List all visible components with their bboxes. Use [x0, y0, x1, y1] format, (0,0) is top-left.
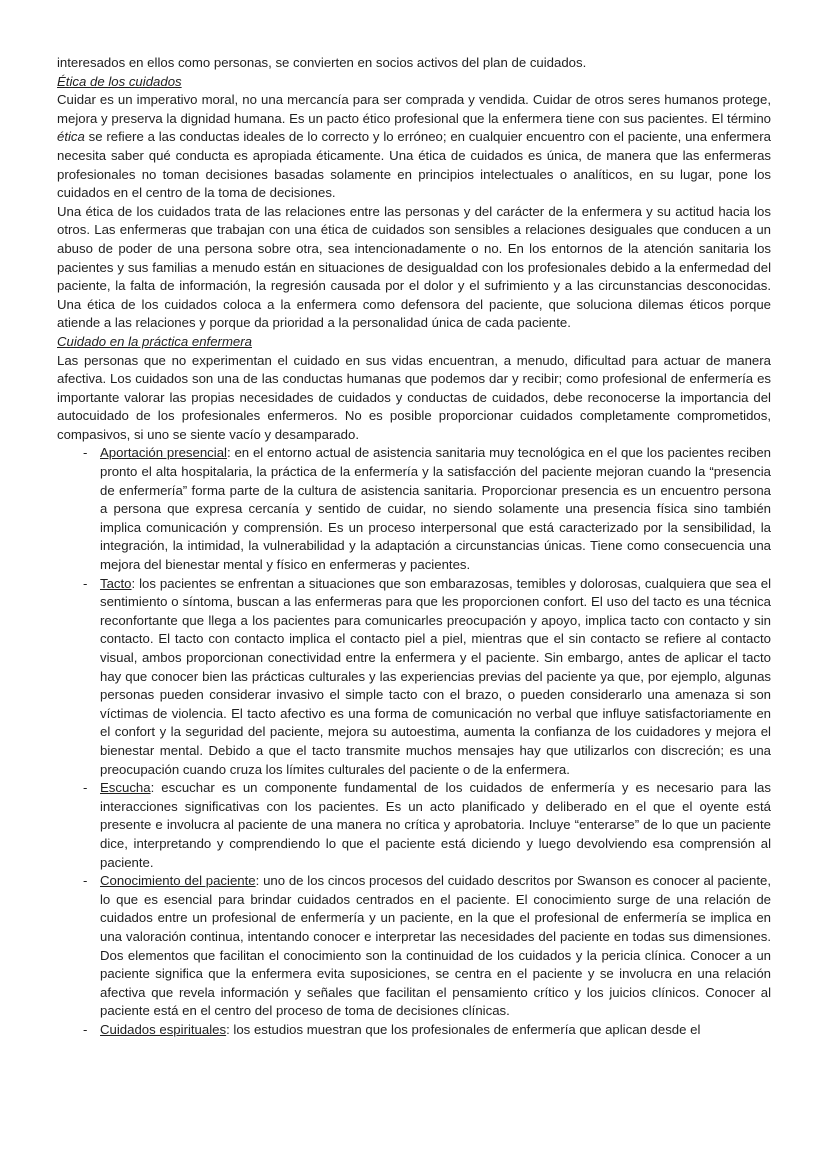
heading-etica-de-los-cuidados: Ética de los cuidados [57, 73, 182, 89]
paragraph-intro: interesados en ellos como personas, se convierten en socios activos del plan de cuidados. [57, 55, 587, 70]
list-item-text [100, 779, 771, 872]
list-item-tacto [57, 575, 771, 780]
list-item-text [100, 444, 771, 574]
list-body-escucha: : escuchar es un componente fundamental de los cuidados de enfermería y es necesario para las interacciones significativas con los pacientes. Es un acto planificado y deliberado en el que el oyente está presente e involucra al paciente de una manera no crítica y aprobatoria. Incluye “enterarse” de lo que un paciente dice, interpretando y comprendiendo lo que el paciente está diciendo y luego devolviendo esa comprensión al paciente. [100, 780, 771, 870]
list-item-cuidados-espirituales [57, 1021, 771, 1040]
bullet-dash: - [83, 445, 88, 461]
list-item-text [100, 575, 771, 780]
list-body-tacto: : los pacientes se enfrentan a situaciones que son embarazosas, temibles y dolorosas, cualquiera que sea el sentimiento o síntoma, buscan a las enfermeras para que les proporcionen confort. El uso del tacto es una técnica reconfortante que llega a los pacientes para comunicarles preocupación y apoyo, implica tacto con contacto y sin contacto. El tacto con contacto implica el contacto piel a piel, mientras que el sin contacto se refiere al contacto visual, ambos proporcionan conectividad entre la enfermera y el paciente. Sin embargo, antes de aplicar el tacto hay que conocer bien las prácticas culturales y las experiencias previas del paciente ya que, por ejemplo, algunas personas pueden considerar invasivo el simple tacto con el brazo, o pueden considerarlo una amenaza si son víctimas de violencia. El tacto afectivo es una forma de comunicación no verbal que influye satisfactoriamente en el confort y la seguridad del paciente, mejora su autoestima, aumenta la confianza de los cuidadores y mejora el bienestar mental. Debido a que el tacto transmite muchos mensajes hay que utilizarlos con discreción; es una preocupación cuando cruza los límites culturales del paciente o de la enfermera. [100, 575, 771, 777]
bullet-dash: - [83, 780, 88, 796]
paragraph-etica-1-pre: Cuidar es un imperativo moral, no una mercancía para ser comprada y vendida. Cuidar de otros seres humanos protege, mejora y preserva la dignidad humana. Es un pacto ético profesional que la enfermera tiene con sus pacientes. El término [57, 92, 771, 126]
list-body-conocimiento-del-paciente: : uno de los cincos procesos del cuidado descritos por Swanson es conocer al paciente, lo que es esencial para brindar cuidados centrados en el paciente. El conocimiento surge de una relación de cuidados entre un profesional de enfermería y un paciente, en la que el profesional de enfermería se implica en una valoración continua, intentando conocer e interpretar las necesidades del paciente en todas sus dimensiones. Dos elementos que facilitan el conocimiento son la continuidad de los cuidados y la pericia clínica. Conocer a un paciente significa que la enfermera evita suposiciones, se centra en el paciente y se involucra en una relación afectiva que revela información y señales que facilitan el pensamiento crítico y los juicios clínicos. Conocer al paciente está en el centro del proceso de toma de decisiones clínicas. [100, 873, 771, 1019]
list-body-cuidados-espirituales: : los estudios muestran que los profesionales de enfermería que aplican desde el [226, 1021, 701, 1037]
paragraph-etica-2: Una ética de los cuidados trata de las relaciones entre las personas y del carácter de la enfermera y su actitud hacia los otros. Las enfermeras que trabajan con una ética de cuidados son sensibles a relaciones desiguales que conducen a un abuso de poder de una persona sobre otra, sea intencionadamente o no. En los entornos de la atención sanitaria los pacientes y sus familias a menudo están en situaciones de desigualdad con los profesionales debido a la enfermedad del paciente, la falta de información, la regresión causada por el dolor y el sufrimiento y a las circunstancias desconocidas. Una ética de los cuidados coloca a la enfermera como defensora del paciente, que soluciona dilemas éticos porque atiende a las relaciones y porque da prioridad a la personalidad única de cada paciente. [57, 203, 771, 331]
bullet-dash: - [83, 873, 88, 889]
bullet-dash: - [83, 1021, 88, 1037]
list-term-cuidados-espirituales: Cuidados espirituales [100, 1021, 227, 1037]
care-practices-list [57, 444, 771, 1039]
list-item-aportacion-presencial [57, 444, 771, 574]
list-term-tacto: Tacto [100, 575, 132, 591]
list-body-aportacion-presencial: : en el entorno actual de asistencia sanitaria muy tecnológica en el que los pacientes reciben pronto el alta hospitalaria, la práctica de la enfermería y la satisfacción del paciente mejoran cuando la “presencia de enfermería” forma parte de la cultura de asistencia sanitaria. Proporcionar presencia es un encuentro persona a persona que expresa cercanía y sentido de cuidar, no siendo solamente una presencia física sino también implica comunicación y comprensión. Es un proceso interpersonal que está caracterizado por la sensibilidad, la integración, la intimidad, la vulnerabilidad y la adaptación a circunstancias únicas. Tiene como consecuencia una mejora del bienestar mental y físico en enfermeras y pacientes. [100, 445, 771, 573]
bullet-dash: - [83, 575, 88, 591]
paragraph-cuidado-intro: Las personas que no experimentan el cuidado en sus vidas encuentran, a menudo, dificultad para actuar de manera afectiva. Los cuidados son una de las conductas humanas que podemos dar y recibir; como profesional de enfermería es importante valorar las propias necesidades de cuidados y conductas de cuidados, debe reconocerse la importancia del autocuidado de los profesionales enfermeros. No es posible proporcionar cuidados completamente comprometidos, compasivos, si uno se siente vacío y desamparado. [57, 352, 771, 442]
paragraph-etica-1 [57, 91, 771, 203]
list-item-text [100, 1021, 771, 1040]
list-item-text [100, 872, 771, 1021]
list-item-conocimiento-del-paciente [57, 872, 771, 1021]
list-term-conocimiento-del-paciente: Conocimiento del paciente [100, 873, 256, 889]
paragraph-etica-1-post: se refiere a las conductas ideales de lo correcto y lo erróneo; en cualquier encuentro con el paciente, una enfermera necesita saber qué conducta es apropiada éticamente. Una ética de cuidados es única, de manera que las enfermeras profesionales no toman decisiones basadas solamente en principios intelectuales o analíticos, en su lugar, pone los cuidados en el centro de la toma de decisiones. [57, 129, 771, 201]
list-term-escucha: Escucha [100, 780, 151, 796]
italic-term-etica: ética [57, 129, 85, 145]
heading-cuidado-practica-enfermera: Cuidado en la práctica enfermera [57, 333, 252, 349]
list-item-escucha [57, 779, 771, 872]
list-term-aportacion-presencial: Aportación presencial [100, 445, 227, 461]
